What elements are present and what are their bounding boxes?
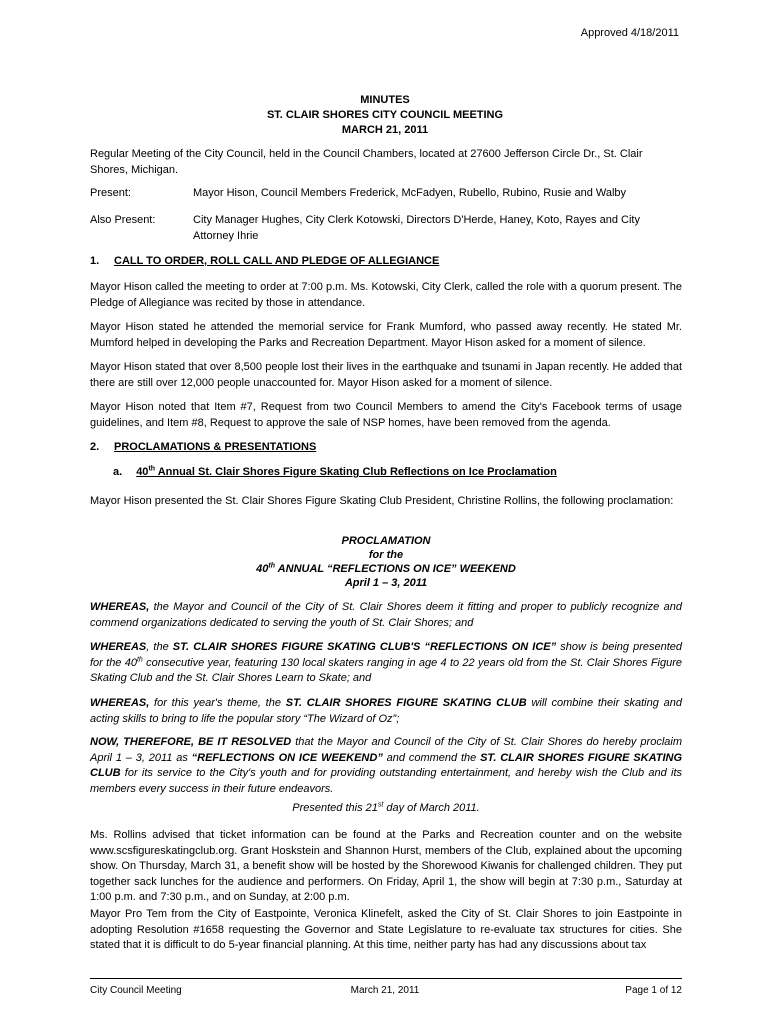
subsection-a-heading: [113, 466, 557, 478]
approval-stamp: Approved 4/18/2011: [580, 27, 679, 39]
paragraph: Mayor Hison called the meeting to order at 7:00 p.m. Ms. Kotowski, City Clerk, called the role with a quorum present. The Pledge of Allegiance was recited by those in attendance.: [90, 281, 682, 309]
footer-center: March 21, 2011: [350, 985, 420, 996]
section-title: PROCLAMATIONS & PRESENTATIONS: [114, 441, 317, 453]
subsection-letter: a.: [113, 466, 123, 478]
resolved-paragraph: NOW, THEREFORE, BE IT RESOLVED that the Mayor and Council of the City of St. Clair Shores do hereby proclaim April 1 – 3, 2011 as “REFLECTIONS ON ICE WEEKEND” and commend the ST. CLAIR SHORES FIGURE SKATING CLUB for its service to the City's youth and for providing outstanding entertainment, and hereby wish the Club and its members every success in their future endeavors.: [90, 736, 683, 795]
heading-line-date: MARCH 21, 2011: [341, 124, 429, 136]
subsection-title: 40th Annual St. Clair Shores Figure Skating Club Reflections on Ice Proclamation: [136, 465, 557, 478]
proclamation-heading: [90, 534, 682, 590]
whereas-2: WHEREAS, the ST. CLAIR SHORES FIGURE SKATING CLUB'S “REFLECTIONS ON ICE” show is being presented for the 40th consecutive year, featuring 130 local skaters ranging in age 4 to 22 years old from the St. Clair Shores Figure Skating Club and the St. Clair Shores Learn to Skate; and: [90, 641, 683, 684]
paragraph: Mayor Hison stated that over 8,500 people lost their lives in the earthquake and tsunami in Japan recently. He added that there are still over 12,000 people unaccounted for. Mayor Hison asked for a moment of silence.: [90, 361, 682, 389]
intro-paragraph: Regular Meeting of the City Council, held in the Council Chambers, located at 27600 Jefferson Circle Dr., St. Clair Shores, Michigan.: [90, 148, 643, 176]
paragraph: Ms. Rollins advised that ticket information can be found at the Parks and Recreation counter and on the website www.scsfigureskatingclub.org. Grant Hoskstein and Shannon Hurst, members of the Club, explained about the upcoming show. On Thursday, March 31, a benefit show will be hosted by the Shorewood Kiwanis for challenged children. They put together sack lunches for the audience and performers. On Friday, April 1, the show will begin at 7:30 p.m., Saturday at 1:00 p.m. and 7:30 p.m., and on Sunday, at 2:00 p.m.: [90, 829, 682, 903]
proclamation-dates: April 1 – 3, 2011: [344, 577, 428, 589]
present-label: Present:: [90, 187, 131, 199]
proclamation-title: PROCLAMATION: [341, 535, 431, 547]
footer-page-number: Page 1 of 12: [625, 985, 682, 996]
proclamation-for: for the: [368, 549, 404, 561]
document-heading: [0, 93, 770, 138]
footer-left: City Council Meeting: [90, 985, 182, 996]
presented-date: Presented this 21st day of March 2011.: [292, 801, 480, 814]
footer-rule: [90, 978, 682, 979]
whereas-1: WHEREAS, the Mayor and Council of the City of St. Clair Shores deem it fitting and proper to publicly recognize and commend organizations dedicated to serving the youth of St. Clair Shores; and: [90, 601, 682, 629]
heading-line-minutes: MINUTES: [360, 94, 410, 106]
proclamation-intro: Mayor Hison presented the St. Clair Shores Figure Skating Club President, Christine Rollins, the following proclamation:: [90, 495, 674, 507]
present-value: Mayor Hison, Council Members Frederick, McFadyen, Rubello, Rubino, Rusie and Walby: [193, 187, 627, 199]
paragraph: Mayor Hison noted that Item #7, Request from two Council Members to amend the City's Facebook terms of usage guidelines, and Item #8, Request to approve the sale of NSP homes, have been removed from the agenda.: [90, 401, 682, 429]
paragraph: Mayor Hison stated he attended the memorial service for Frank Mumford, who passed away recently. He stated Mr. Mumford helped in developing the Parks and Recreation Department. Mayor Hison asked for a moment of silence.: [90, 321, 682, 349]
also-present-label: Also Present:: [90, 214, 156, 226]
heading-line-meeting: ST. CLAIR SHORES CITY COUNCIL MEETING: [266, 109, 504, 121]
paragraph: Mayor Pro Tem from the City of Eastpointe, Veronica Klinefelt, asked the City of St. Clair Shores to join Eastpointe in adopting Resolution #1658 requesting the Governor and State Legislature to re-evaluate tax structures for cities. She stated that it is difficult to do 5-year financial planning. At this time, neither party has had any discussions about tax: [90, 908, 682, 951]
also-present-value: City Manager Hughes, City Clerk Kotowski, Directors D'Herde, Haney, Koto, Rayes and City Attorney Ihrie: [193, 214, 640, 242]
section-number: 2.: [90, 441, 100, 453]
section-title: CALL TO ORDER, ROLL CALL AND PLEDGE OF ALLEGIANCE: [114, 255, 440, 267]
proclamation-name: 40th ANNUAL “REFLECTIONS ON ICE” WEEKEND: [256, 562, 516, 575]
section-number: 1.: [90, 255, 100, 267]
whereas-3: WHEREAS, for this year's theme, the ST. CLAIR SHORES FIGURE SKATING CLUB will combine their skating and acting skills to bring to life the popular story “The Wizard of Oz”;: [90, 697, 682, 725]
